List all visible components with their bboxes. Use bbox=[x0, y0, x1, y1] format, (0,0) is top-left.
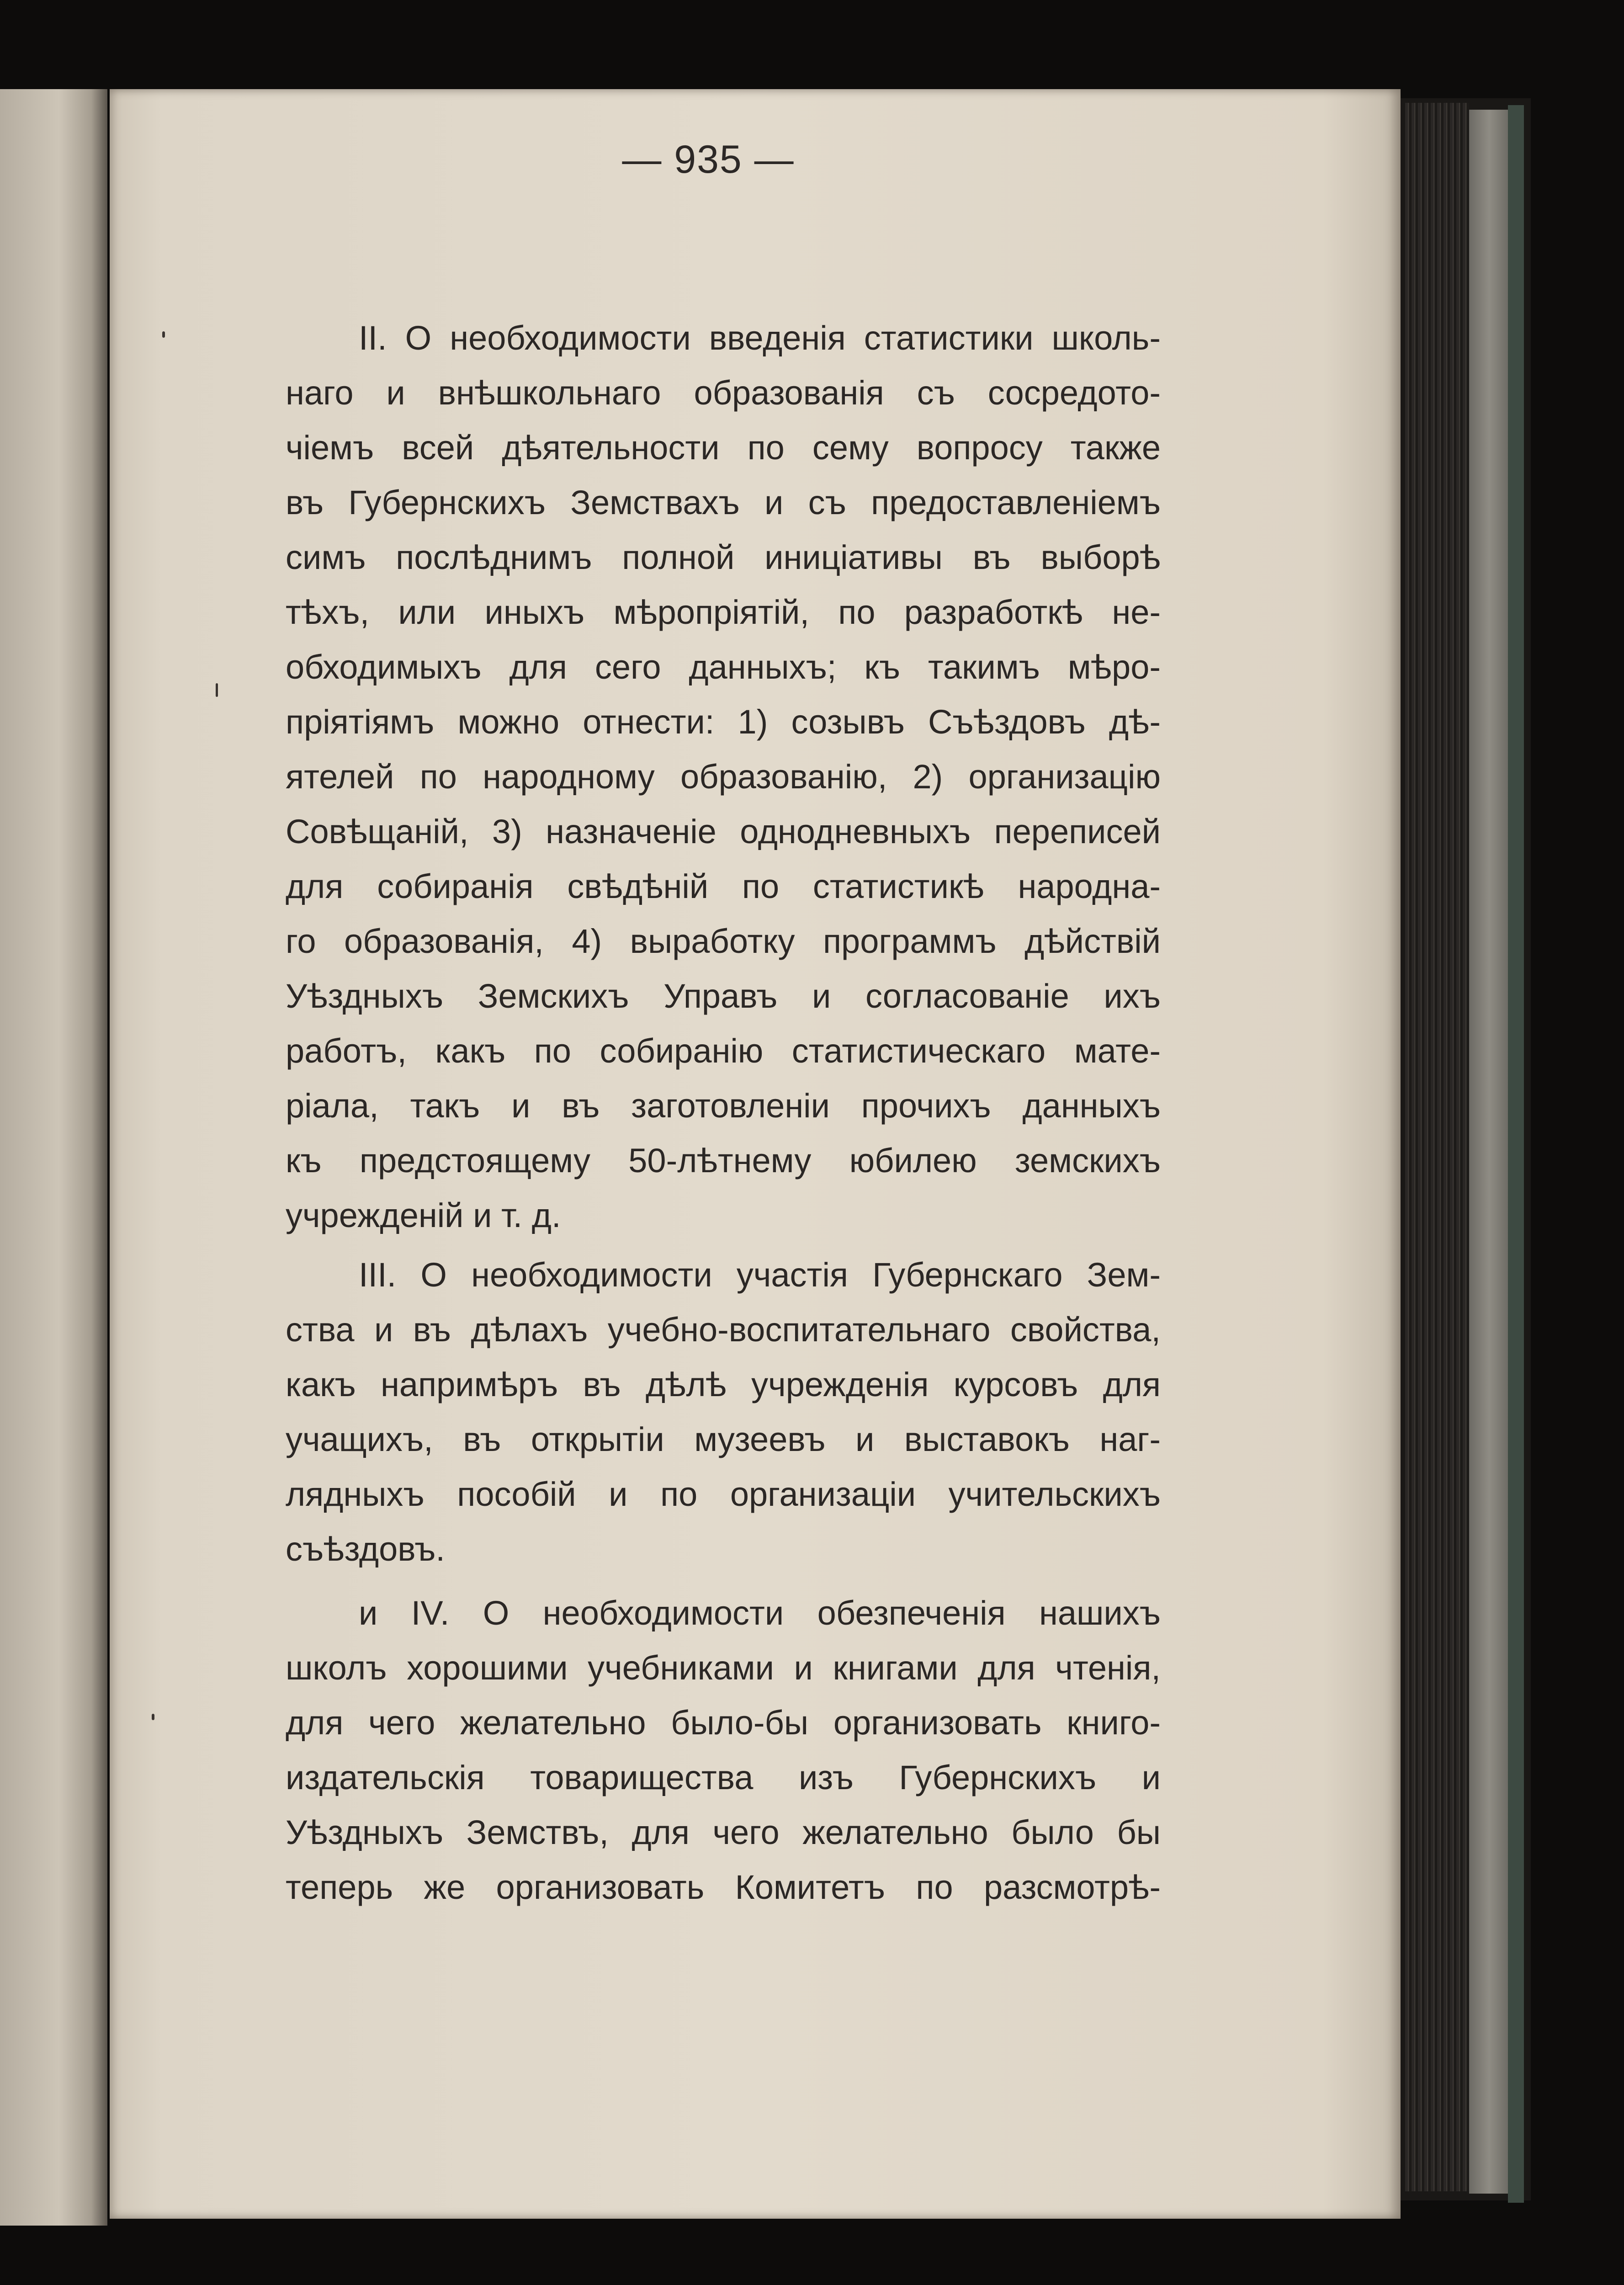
book-cover-spine bbox=[1508, 105, 1524, 2203]
text-line: чіемъ всей дѣятельности по сему вопросу также bbox=[286, 429, 1161, 467]
text-line: ятелей по народному образованію, 2) организацію bbox=[286, 758, 1161, 796]
page-edges bbox=[1405, 103, 1469, 2191]
text-line: издательскія товарищества изъ Губернскихъ и bbox=[286, 1759, 1161, 1796]
text-line: III. О необходимости участія Губернскаго Зем- bbox=[359, 1256, 1161, 1294]
text-line: Совѣщаній, 3) назначеніе однодневныхъ переписей bbox=[286, 813, 1161, 850]
paper-speck bbox=[216, 683, 218, 697]
text-line: въ Губернскихъ Земствахъ и съ предоставленіемъ bbox=[286, 484, 1161, 521]
text-line: для чего желательно было-бы организовать книго- bbox=[286, 1704, 1161, 1742]
text-line: II. О необходимости введенія статистики школь- bbox=[359, 319, 1161, 357]
text-line: Уѣздныхъ Земствъ, для чего желательно было бы bbox=[286, 1813, 1161, 1851]
text-line: учрежденій и т. д. bbox=[286, 1196, 561, 1234]
paper-speck bbox=[162, 331, 165, 338]
text-line: тѣхъ, или иныхъ мѣропріятій, по разработкѣ не- bbox=[286, 593, 1161, 631]
text-line: къ предстоящему 50-лѣтнему юбилею земскихъ bbox=[286, 1142, 1161, 1180]
page-number: — 935 — bbox=[622, 138, 795, 181]
text-line: Уѣздныхъ Земскихъ Управъ и согласованіе ихъ bbox=[286, 977, 1161, 1015]
text-line: и IV. О необходимости обезпеченія нашихъ bbox=[359, 1594, 1161, 1632]
text-line: ріала, такъ и въ заготовленіи прочихъ данныхъ bbox=[286, 1087, 1161, 1125]
text-line: симъ послѣднимъ полной иниціативы въ выборѣ bbox=[286, 538, 1161, 576]
text-line: работъ, какъ по собиранію статистическаго мате- bbox=[286, 1032, 1161, 1070]
previous-page-edge bbox=[0, 89, 107, 2226]
text-line: наго и внѣшкольнаго образованія съ сосредото- bbox=[286, 374, 1161, 412]
text-line: обходимыхъ для сего данныхъ; къ такимъ мѣро- bbox=[286, 648, 1161, 686]
text-line: для собиранія свѣдѣній по статистикѣ народна- bbox=[286, 867, 1161, 905]
text-line: школъ хорошими учебниками и книгами для чтенія, bbox=[286, 1649, 1161, 1687]
text-line: съѣздовъ. bbox=[286, 1530, 445, 1568]
text-line: лядныхъ пособій и по организаціи учительскихъ bbox=[286, 1475, 1161, 1513]
text-line: какъ напримѣръ въ дѣлѣ учрежденія курсовъ для bbox=[286, 1366, 1161, 1403]
text-line: учащихъ, въ открытіи музеевъ и выставокъ наг- bbox=[286, 1420, 1161, 1458]
text-line: теперь же организовать Комитетъ по разсмотрѣ- bbox=[286, 1868, 1161, 1906]
text-line: ства и въ дѣлахъ учебно-воспитательнаго свойства, bbox=[286, 1311, 1161, 1349]
text-line: пріятіямъ можно отнести: 1) созывъ Съѣздовъ дѣ- bbox=[286, 703, 1161, 741]
paper-speck bbox=[152, 1714, 154, 1720]
text-line: го образованія, 4) выработку программъ дѣйствій bbox=[286, 922, 1161, 960]
